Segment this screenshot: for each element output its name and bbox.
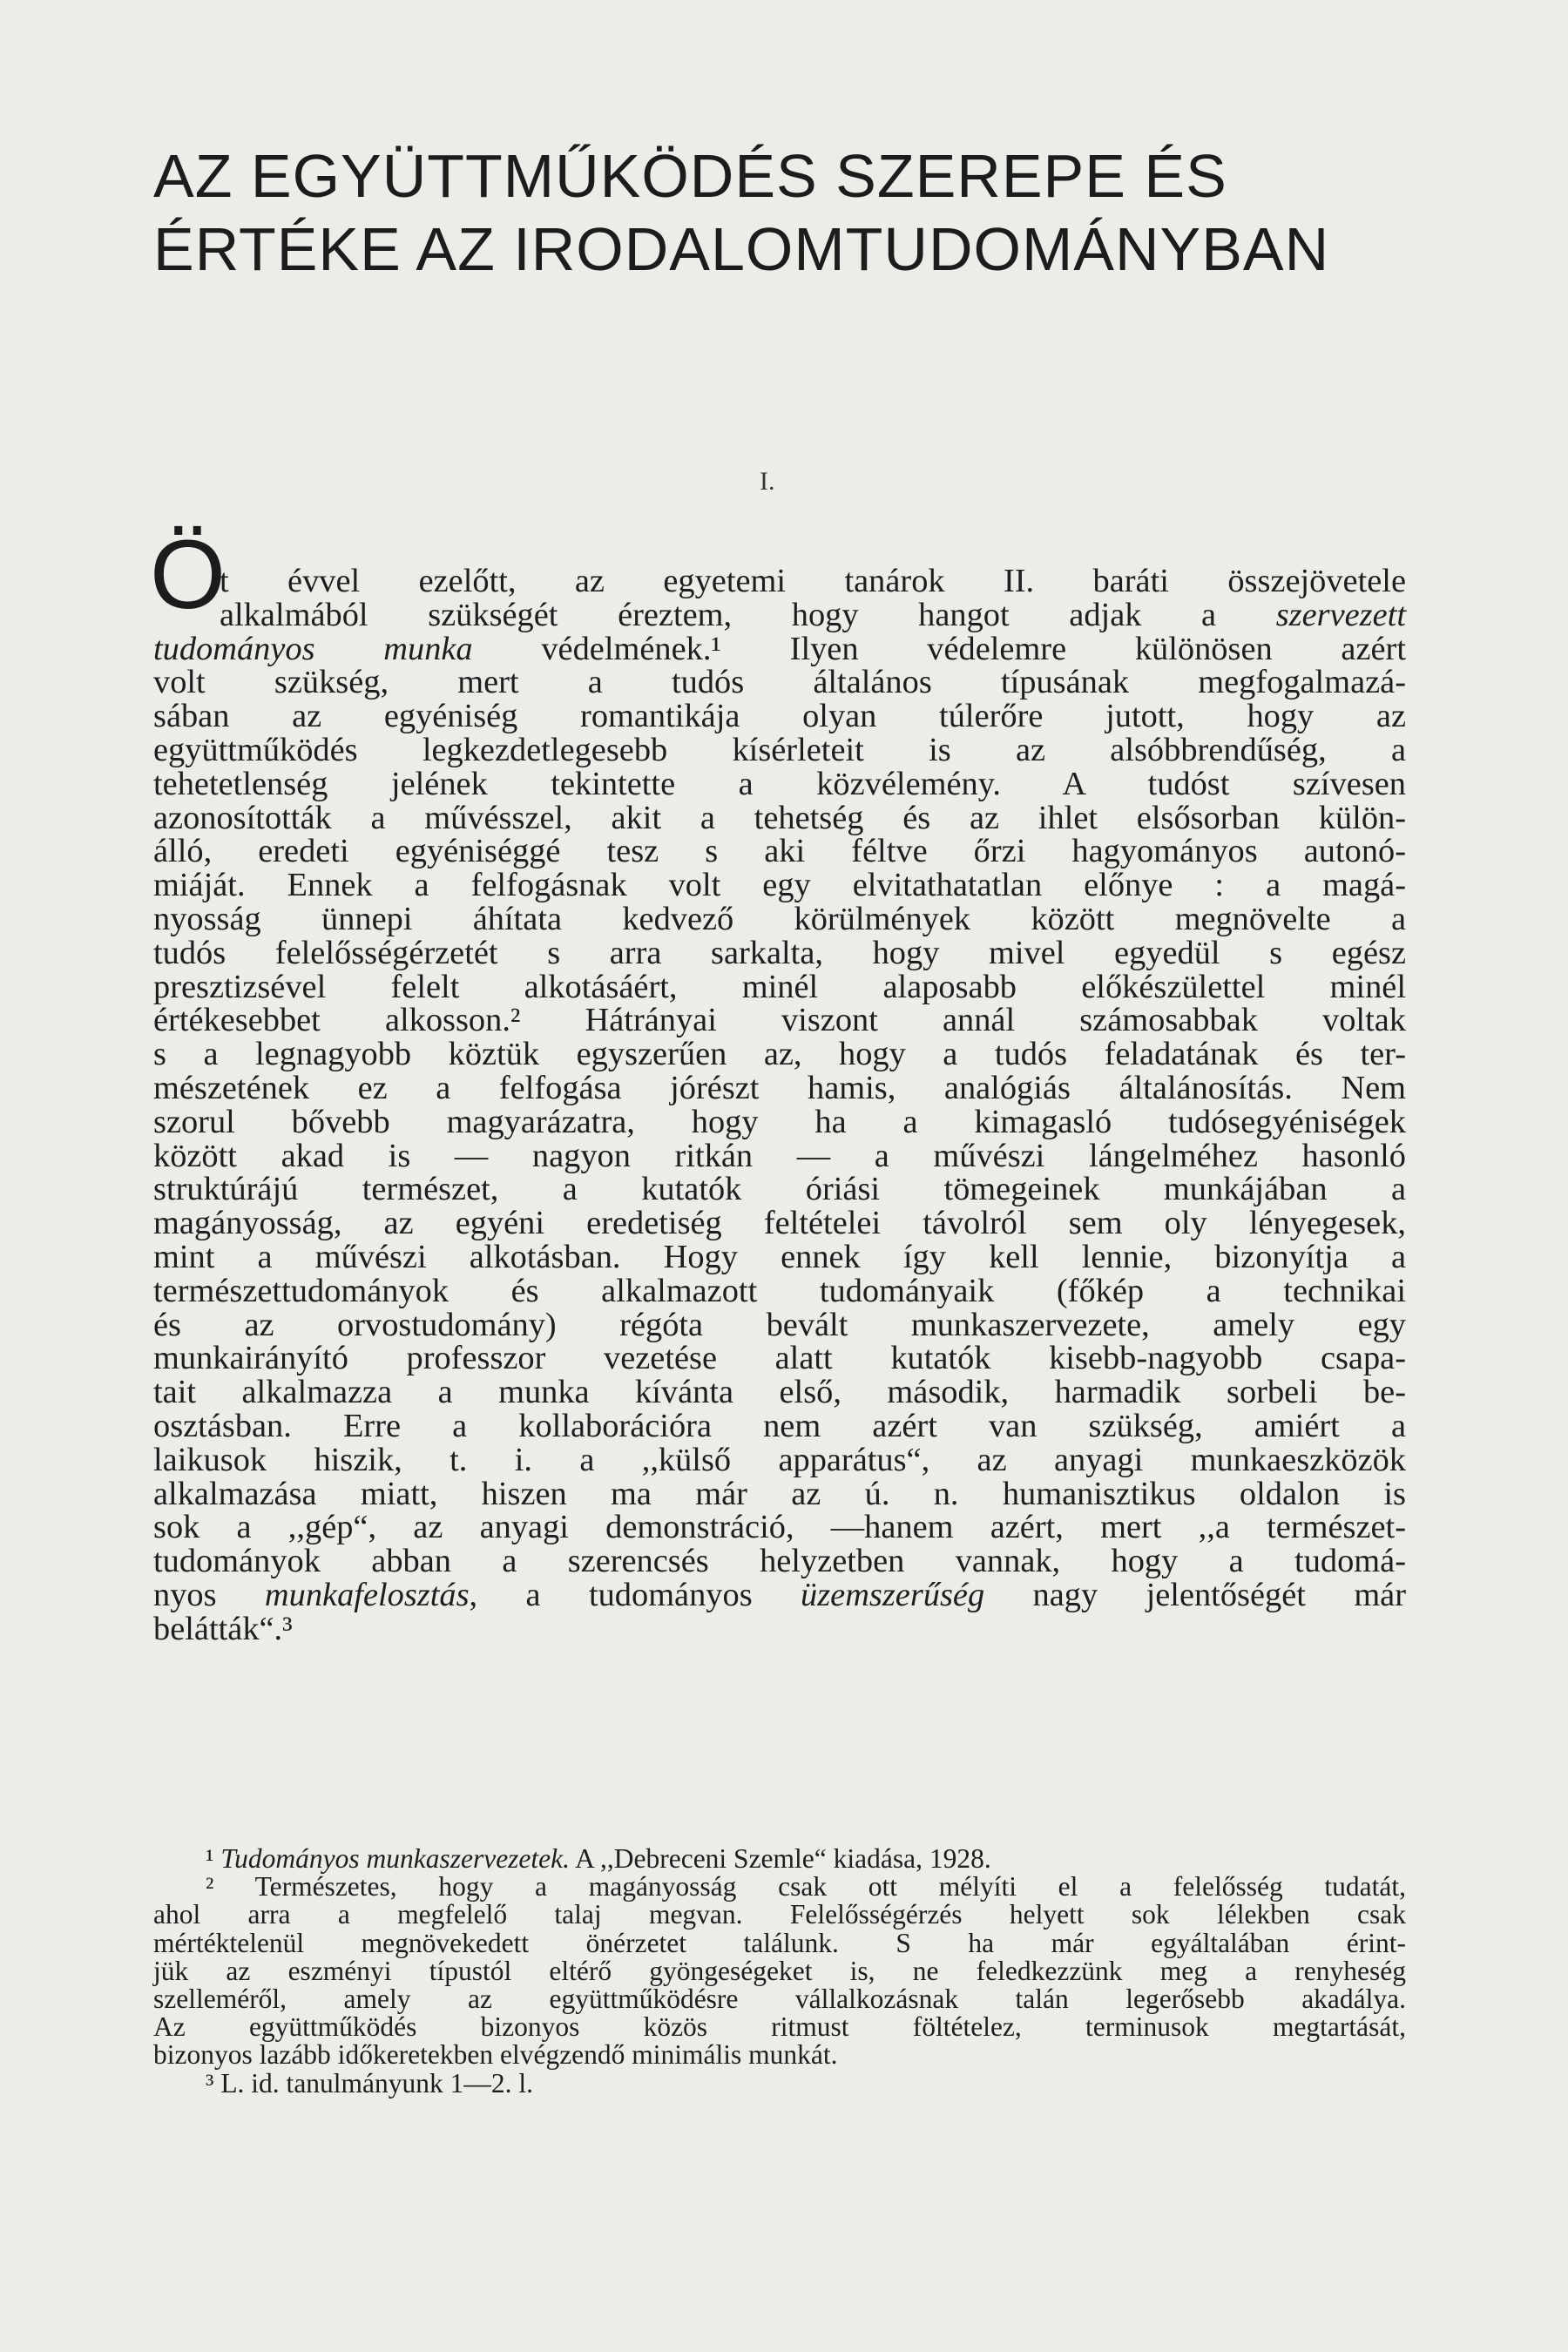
body-line: között akad is — nagyon ritkán — a művészi lángelméhez hasonló: [153, 1137, 1406, 1174]
body-line: laikusok hiszik, t. i. a ,,külső apparátus“, az anyagi munkaeszközök: [153, 1441, 1406, 1478]
footnote-line: bizonyos lazább időkeretekben elvégzendő minimális munkát.: [153, 2039, 838, 2071]
body-line: struktúrájú természet, a kutatók óriási tömegeinek munkájában a: [153, 1171, 1406, 1208]
body-line: mészetének ez a felfogása jórészt hamis, analógiás általánosítás. Nem: [153, 1069, 1406, 1106]
body-line: volt szükség, mert a tudós általános típusának megfogalmazá-: [153, 664, 1406, 701]
footnote-line: ahol arra a megfelelő talaj megvan. Felelősségérzés helyett sok lélekben csak: [153, 1899, 1406, 1930]
body-line: alkalmából szükségét éreztem, hogy hangot adjak a szervezett: [220, 596, 1406, 633]
footnote-line: Az együttműködés bizonyos közös ritmust föltételez, terminusok megtartását,: [153, 2011, 1406, 2043]
title-line-2: ÉRTÉKE AZ IRODALOMTUDOMÁNYBAN: [153, 215, 1330, 283]
footnotes: [153, 1845, 1406, 2098]
body-line: szorul bővebb magyarázatra, hogy ha a kimagasló tudósegyéniségek: [153, 1103, 1406, 1140]
footnote-line: szelleméről, amely az együttműködésre vállalkozásnak talán legerősebb akadálya.: [153, 1983, 1406, 2014]
body-line: tudományos munka védelmének.¹ Ilyen védelemre különösen azért: [153, 630, 1406, 667]
body-line: álló, eredeti egyéniséggé tesz s aki féltve őrzi hagyományos autonó-: [153, 833, 1406, 870]
footnote-2: ² Természetes, hogy a magányosság csak ott mélyíti el a felelősség tudatát,: [206, 1871, 1406, 1903]
body-line: magányosság, az egyéni eredetiség feltételei távolról sem oly lényegesek,: [153, 1205, 1406, 1242]
page-title: [153, 139, 1425, 286]
footnote-3: ³ L. id. tanulmányunk 1—2. l.: [206, 2067, 534, 2099]
footnote-line: jük az eszményi típustól eltérő gyöngeségeket is, ne feledkezzünk meg a renyheség: [153, 1955, 1406, 1986]
body-line: természettudományok és alkalmazott tudományaik (főkép a technikai: [153, 1272, 1406, 1309]
body-line: miáját. Ennek a felfogásnak volt egy elvitathatatlan előnye : a magá-: [153, 867, 1406, 904]
body-line: tait alkalmazza a munka kívánta első, második, harmadik sorbeli be-: [153, 1374, 1406, 1411]
body-line: belátták“.³: [153, 1610, 293, 1647]
body-line: t évvel ezelőtt, az egyetemi tanárok II. baráti összejövetele: [220, 563, 1406, 599]
body-line: sában az egyéniség romantikája olyan túlerőre jutott, hogy az: [153, 698, 1406, 735]
body-line: tudományok abban a szerencsés helyzetben vannak, hogy a tudomá-: [153, 1543, 1406, 1580]
body-line: s a legnagyobb köztük egyszerűen az, hogy a tudós feladatának és ter-: [153, 1036, 1406, 1073]
body-line: tudós felelősségérzetét s arra sarkalta, hogy mivel egyedül s egész: [153, 934, 1406, 971]
body-line: és az orvostudomány) régóta bevált munkaszervezete, amely egy: [153, 1306, 1406, 1343]
title-line-1: AZ EGYÜTTMŰKÖDÉS SZEREPE ÉS: [153, 142, 1227, 210]
body-line: munkairányító professzor vezetése alatt kutatók kisebb-nagyobb csapa-: [153, 1340, 1406, 1377]
footnote-line: mértéktelenül megnövekedett önérzetet találunk. S ha már egyáltalában érint-: [153, 1927, 1406, 1958]
body-line: nyos munkafelosztás, a tudományos üzemszerűség nagy jelentőségét már: [153, 1576, 1407, 1613]
body-line: tehetetlenség jelének tekintette a közvélemény. A tudóst szívesen: [153, 765, 1406, 802]
section-number: I.: [760, 467, 775, 496]
body-line: osztásban. Erre a kollaborációra nem azért van szükség, amiért a: [153, 1407, 1406, 1444]
body-line: együttműködés legkezdetlegesebb kísérleteit is az alsóbbrendűség, a: [153, 731, 1406, 768]
body-line: sok a ,,gép“, az anyagi demonstráció, —hanem azért, mert ,,a természet-: [153, 1509, 1406, 1546]
body-line: presztizsével felelt alkotásáért, minél alaposabb előkészülettel minél: [153, 968, 1406, 1005]
body-line: azonosították a művésszel, akit a tehetség és az ihlet elsősorban külön-: [153, 799, 1406, 836]
body-line: értékesebbet alkosson.² Hátrányai viszont annál számosabbak voltak: [153, 1002, 1406, 1039]
body-line: nyosság ünnepi áhítata kedvező körülmények között megnövelte a: [153, 900, 1406, 937]
body-text: [153, 564, 1406, 1646]
body-line: mint a művészi alkotásban. Hogy ennek így kell lennie, bizonyítja a: [153, 1238, 1406, 1275]
drop-cap: Ö: [150, 520, 226, 629]
body-line: alkalmazása miatt, hiszen ma már az ú. n. humanisztikus oldalon is: [153, 1475, 1406, 1512]
footnote-1: ¹ Tudományos munkaszervezetek. A ,,Debreceni Szemle“ kiadása, 1928.: [206, 1843, 991, 1874]
